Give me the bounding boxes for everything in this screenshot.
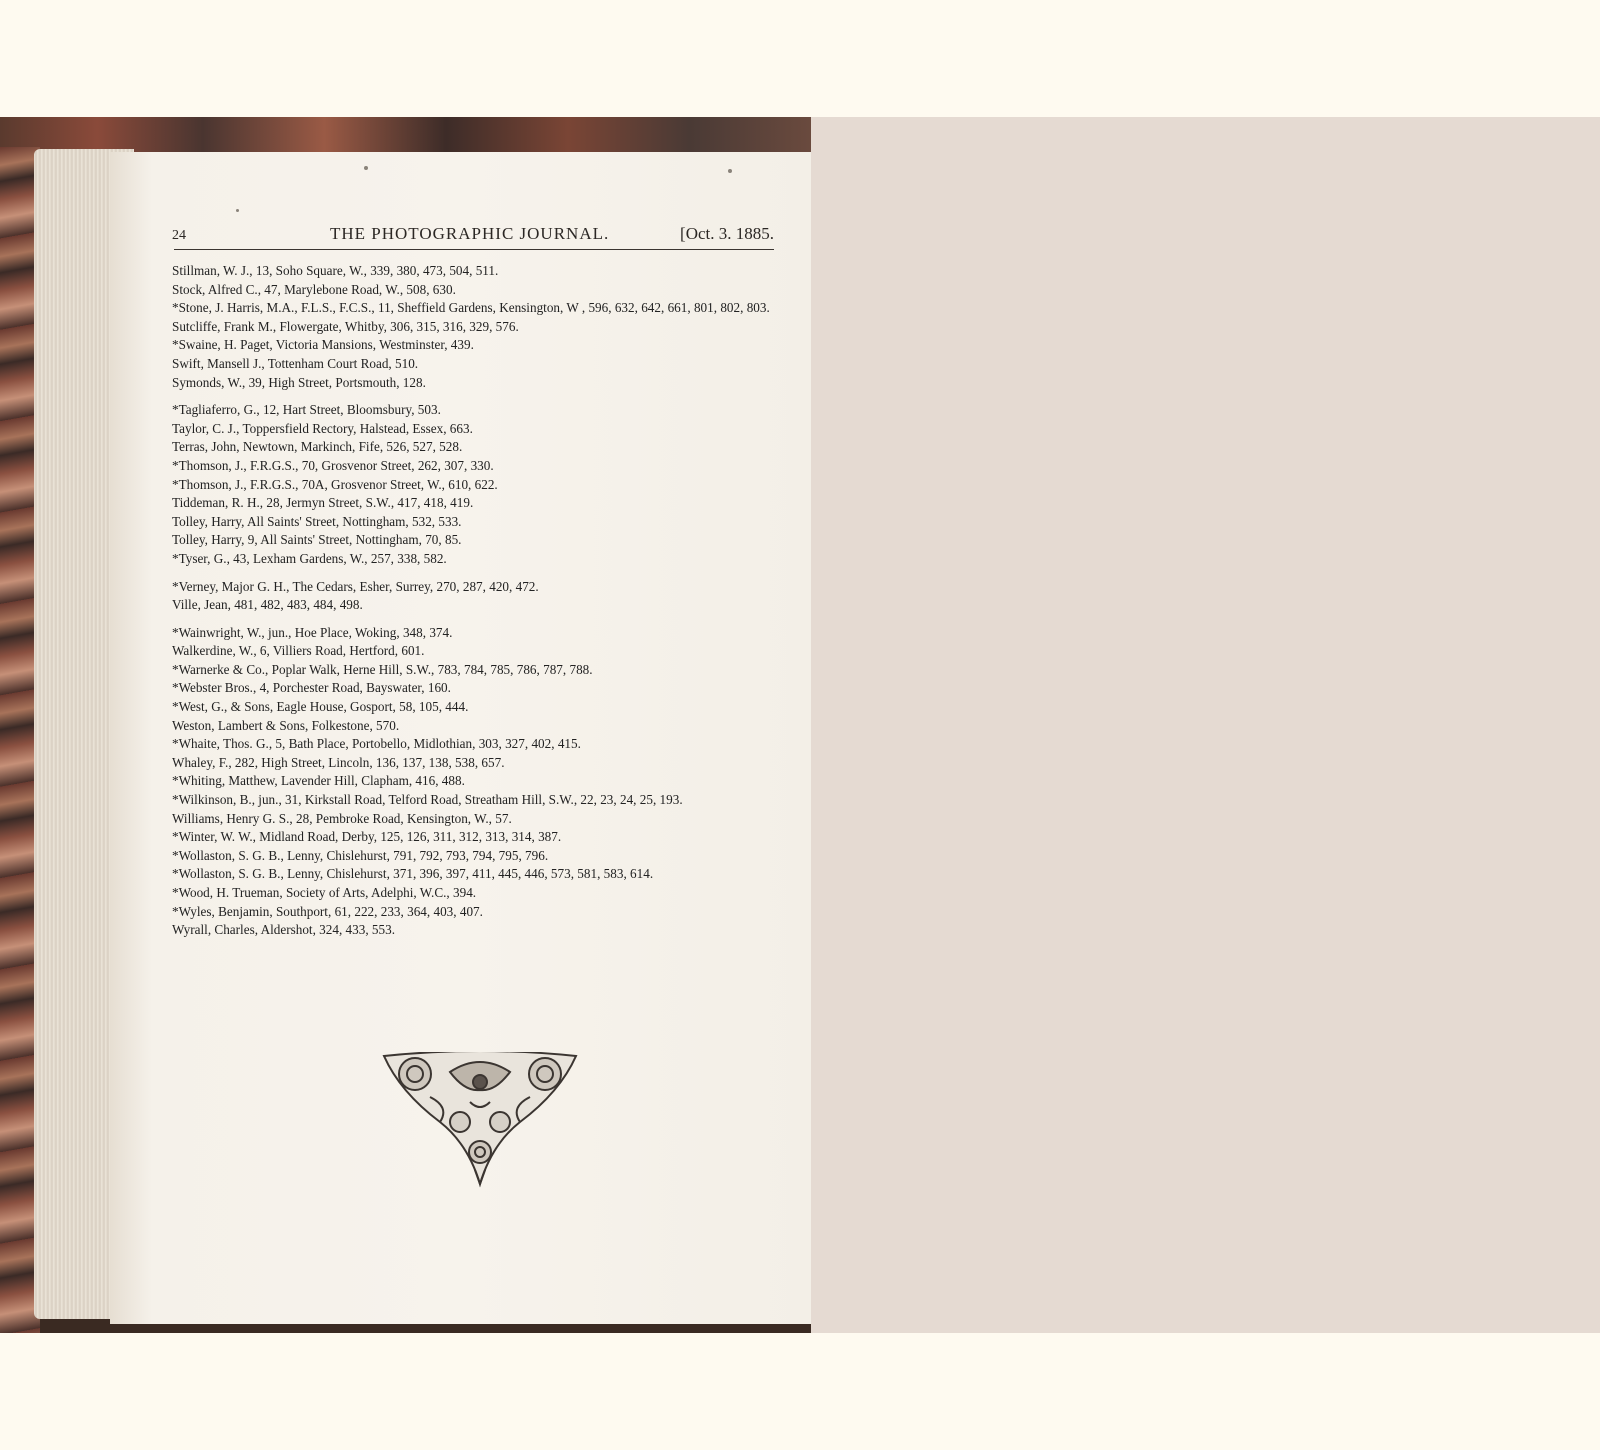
- list-item: Walkerdine, W., 6, Villiers Road, Hertford, 601.: [172, 643, 425, 659]
- list-item: Stock, Alfred C., 47, Marylebone Road, W., 508, 630.: [172, 281, 456, 297]
- list-item: *Stone, J. Harris, M.A., F.L.S., F.C.S., 11, Sheffield Gardens, Kensington, W , 596, 632, 642, 661, 801, 802, 803.: [172, 300, 770, 316]
- list-item: *Verney, Major G. H., The Cedars, Esher, Surrey, 270, 287, 420, 472.: [172, 578, 539, 594]
- list-item: *Wilkinson, B., jun., 31, Kirkstall Road, Telford Road, Streatham Hill, S.W., 22, 23, 24, 25, 193.: [172, 792, 683, 808]
- journal-title: THE PHOTOGRAPHIC JOURNAL.: [330, 224, 610, 243]
- list-item: *Webster Bros., 4, Porchester Road, Bayswater, 160.: [172, 680, 451, 696]
- list-item: *Thomson, J., F.R.G.S., 70, Grosvenor Street, 262, 307, 330.: [172, 457, 494, 473]
- paper-speck: [728, 169, 732, 173]
- right-panel: [811, 117, 1600, 1333]
- list-item: *Thomson, J., F.R.G.S., 70A, Grosvenor Street, W., 610, 622.: [172, 476, 498, 492]
- list-item: *Wood, H. Trueman, Society of Arts, Adelphi, W.C., 394.: [172, 885, 477, 900]
- list-item: *Tagliaferro, G., 12, Hart Street, Bloomsbury, 503.: [172, 402, 441, 418]
- list-item: *Tyser, G., 43, Lexham Gardens, W., 257, 338, 582.: [172, 550, 447, 566]
- list-item: *Wollaston, S. G. B., Lenny, Chislehurst, 371, 396, 397, 411, 445, 446, 573, 581, 583, 614.: [172, 866, 654, 882]
- list-item: Swift, Mansell J., Tottenham Court Road, 510.: [172, 355, 419, 371]
- list-item: *Whaite, Thos. G., 5, Bath Place, Portobello, Midlothian, 303, 327, 402, 415.: [172, 736, 581, 752]
- list-item: Weston, Lambert & Sons, Folkestone, 570.: [172, 717, 400, 733]
- list-item: Ville, Jean, 481, 482, 483, 484, 498.: [172, 597, 363, 613]
- list-item: Terras, John, Newtown, Markinch, Fife, 526, 527, 528.: [172, 439, 463, 455]
- list-item: Taylor, C. J., Toppersfield Rectory, Halstead, Essex, 663.: [172, 420, 473, 436]
- page-number: 24: [172, 228, 186, 243]
- paper-speck: [364, 166, 368, 170]
- list-item: Williams, Henry G. S., 28, Pembroke Road, Kensington, W., 57.: [172, 810, 512, 826]
- list-item: *Whiting, Matthew, Lavender Hill, Clapham, 416, 488.: [172, 773, 465, 789]
- list-item: *Wyles, Benjamin, Southport, 61, 222, 233, 364, 403, 407.: [172, 903, 483, 919]
- issue-date: [Oct. 3. 1885.: [680, 224, 774, 243]
- running-header: [172, 224, 774, 250]
- list-item: Tolley, Harry, 9, All Saints' Street, Nottingham, 70, 85.: [172, 532, 462, 548]
- header-rule: [174, 249, 774, 250]
- list-item: *Warnerke & Co., Poplar Walk, Herne Hill, S.W., 783, 784, 785, 786, 787, 788.: [172, 661, 593, 677]
- list-item: Sutcliffe, Frank M., Flowergate, Whitby, 306, 315, 316, 329, 576.: [172, 318, 519, 334]
- list-item: *Winter, W. W., Midland Road, Derby, 125, 126, 311, 312, 313, 314, 387.: [172, 829, 562, 845]
- list-item: Symonds, W., 39, High Street, Portsmouth, 128.: [172, 374, 426, 390]
- list-item: Tiddeman, R. H., 28, Jermyn Street, S.W., 417, 418, 419.: [172, 495, 474, 511]
- list-item: *Wollaston, S. G. B., Lenny, Chislehurst, 791, 792, 793, 794, 795, 796.: [172, 847, 549, 863]
- list-item: Stillman, W. J., 13, Soho Square, W., 339, 380, 473, 504, 511.: [172, 263, 499, 278]
- list-item: *West, G., & Sons, Eagle House, Gosport, 58, 105, 444.: [172, 699, 469, 715]
- member-index-list: [172, 262, 792, 940]
- list-item: Whaley, F., 282, High Street, Lincoln, 136, 137, 138, 538, 657.: [172, 754, 505, 770]
- list-item: *Wainwright, W., jun., Hoe Place, Woking, 348, 374.: [172, 624, 453, 640]
- list-item: Wyrall, Charles, Aldershot, 324, 433, 553.: [172, 922, 395, 938]
- floral-tailpiece-icon: [380, 1052, 580, 1188]
- list-item: *Swaine, H. Paget, Victoria Mansions, Westminster, 439.: [172, 337, 474, 353]
- list-item: Tolley, Harry, All Saints' Street, Nottingham, 532, 533.: [172, 513, 462, 529]
- paper-speck: [236, 209, 239, 212]
